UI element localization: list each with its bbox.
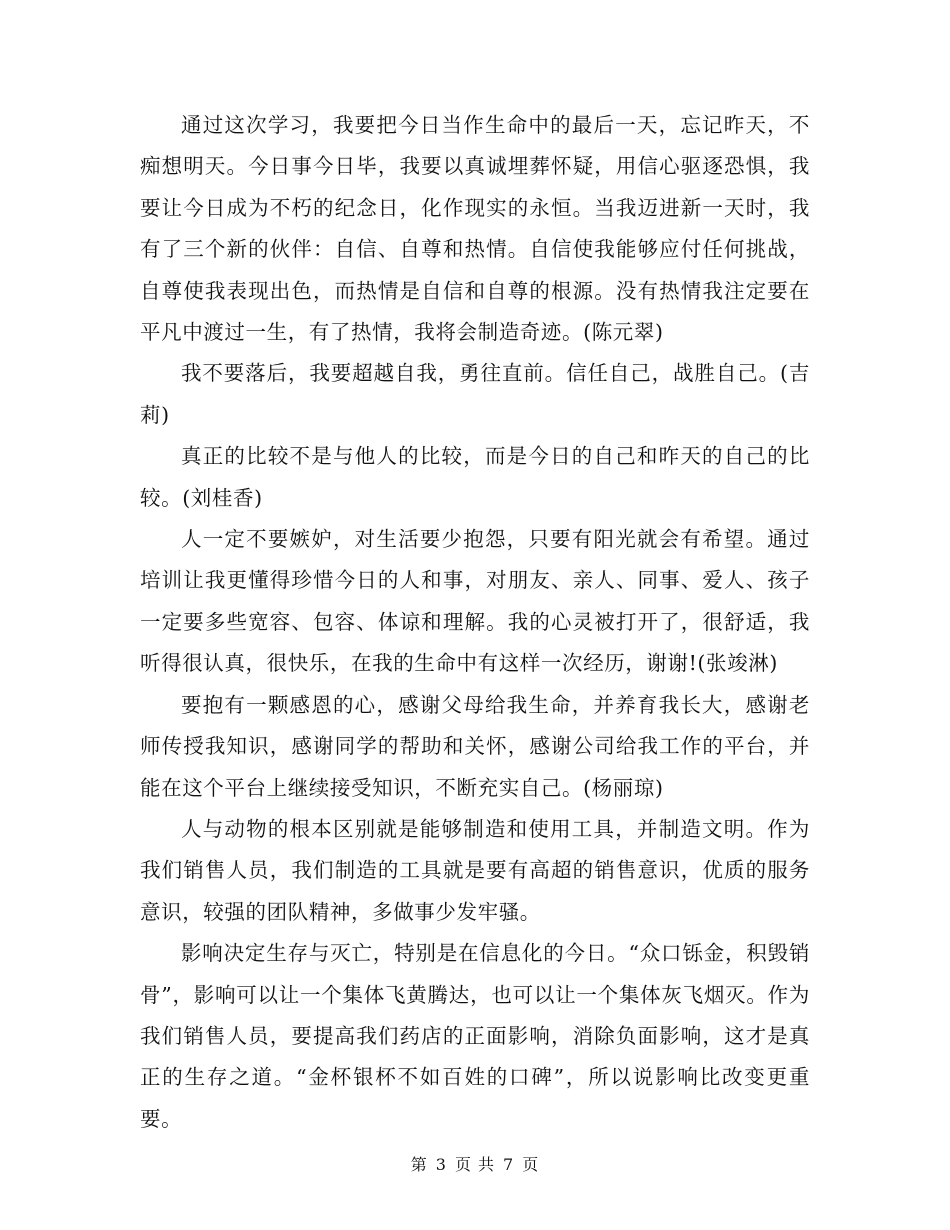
- paragraph-influence: 影响决定生存与灭亡，特别是在信息化的今日。“众口铄金，积毁销骨”，影响可以让一个集体飞黄腾达，也可以让一个集体灰飞烟灭。作为我们销售人员，要提高我们药店的正面影响，消除负面影响，这才是真正的生存之道。“金杯银杯不如百姓的口碑”，所以说影响比改变更重要。: [140, 941, 810, 1131]
- paragraph-yang-liqiong: 要抱有一颗感恩的心，感谢父母给我生命，并养育我长大，感谢老师传授我知识，感谢同学的帮助和关怀，感谢公司给我工作的平台，并能在这个平台上继续接受知识，不断充实自己。(杨丽琼): [140, 692, 810, 800]
- paragraph-zhang-junlin: 人一定不要嫉妒，对生活要少抱怨，只要有阳光就会有希望。通过培训让我更懂得珍惜今日的人和事，对朋友、亲人、同事、爱人、孩子一定要多些宽容、包容、体谅和理解。我的心灵被打开了，很舒适，我听得很认真，很快乐，在我的生命中有这样一次经历，谢谢!(张竣淋): [140, 527, 810, 676]
- document-body: [140, 105, 810, 1140]
- paragraph-liu-guixiang: 真正的比较不是与他人的比较，而是今日的自己和昨天的自己的比较。(刘桂香): [140, 444, 810, 510]
- page-footer: [0, 1152, 950, 1175]
- footer-suffix: 页: [522, 1155, 540, 1174]
- footer-middle: 页 共: [454, 1155, 496, 1174]
- paragraph-chen-yuancui: 通过这次学习，我要把今日当作生命中的最后一天，忘记昨天，不痴想明天。今日事今日毕，我要以真诚埋葬怀疑，用信心驱逐恐惧，我要让今日成为不朽的纪念日，化作现实的永恒。当我迈进新一天时，我有了三个新的伙伴：自信、自尊和热情。自信使我能够应付任何挑战，自尊使我表现出色，而热情是自信和自尊的根源。没有热情我注定要在平凡中渡过一生，有了热情，我将会制造奇迹。(陈元翠): [140, 113, 810, 345]
- footer-total-pages: 7: [503, 1155, 515, 1174]
- paragraph-tools: 人与动物的根本区别就是能够制造和使用工具，并制造文明。作为我们销售人员，我们制造的工具就是要有高超的销售意识，优质的服务意识，较强的团队精神，多做事少发牢骚。: [140, 816, 810, 924]
- paragraph-ji-li: 我不要落后，我要超越自我，勇往直前。信任自己，战胜自己。(吉莉): [140, 361, 810, 427]
- footer-prefix: 第: [410, 1155, 428, 1174]
- footer-page-number: 3: [435, 1155, 447, 1174]
